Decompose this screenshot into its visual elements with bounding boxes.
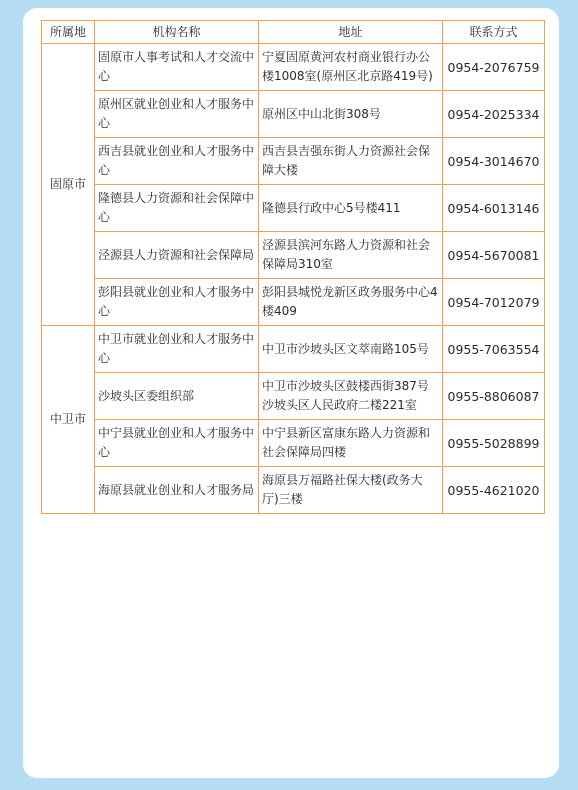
address: 中宁县新区富康东路人力资源和社会保障局四楼 <box>259 420 443 467</box>
table-row <box>42 185 545 232</box>
address: 宁夏固原黄河农村商业银行办公楼1008室(原州区北京路419号) <box>259 44 443 91</box>
table-row <box>42 44 545 91</box>
table-row <box>42 420 545 467</box>
table-row <box>42 373 545 420</box>
phone-number: 0954-2025334 <box>443 91 545 138</box>
region-cell: 固原市 <box>42 44 95 326</box>
address: 西吉县吉强东街人力资源社会保障大楼 <box>259 138 443 185</box>
phone-number: 0955-7063554 <box>443 326 545 373</box>
table-row <box>42 232 545 279</box>
header-address: 地址 <box>259 21 443 44</box>
address: 彭阳县城悦龙新区政务服务中心4楼409 <box>259 279 443 326</box>
phone-number: 0955-5028899 <box>443 420 545 467</box>
address: 泾源县滨河东路人力资源和社会保障局310室 <box>259 232 443 279</box>
address: 原州区中山北街308号 <box>259 91 443 138</box>
phone-number: 0954-3014670 <box>443 138 545 185</box>
phone-number: 0955-4621020 <box>443 467 545 514</box>
institution-name: 海原县就业创业和人才服务局 <box>95 467 259 514</box>
table-row <box>42 279 545 326</box>
region-cell: 中卫市 <box>42 326 95 514</box>
phone-number: 0954-7012079 <box>443 279 545 326</box>
address: 海原县万福路社保大楼(政务大厅)三楼 <box>259 467 443 514</box>
institution-name: 固原市人事考试和人才交流中心 <box>95 44 259 91</box>
address: 中卫市沙坡头区文萃南路105号 <box>259 326 443 373</box>
phone-number: 0954-6013146 <box>443 185 545 232</box>
institution-name: 西吉县就业创业和人才服务中心 <box>95 138 259 185</box>
institution-name: 中宁县就业创业和人才服务中心 <box>95 420 259 467</box>
content-card <box>23 8 559 778</box>
table-row <box>42 467 545 514</box>
phone-number: 0954-5670081 <box>443 232 545 279</box>
institution-name: 中卫市就业创业和人才服务中心 <box>95 326 259 373</box>
institution-name: 隆德县人力资源和社会保障中心 <box>95 185 259 232</box>
table-header-row <box>42 21 545 44</box>
address: 隆德县行政中心5号楼411 <box>259 185 443 232</box>
institution-name: 泾源县人力资源和社会保障局 <box>95 232 259 279</box>
institution-name: 彭阳县就业创业和人才服务中心 <box>95 279 259 326</box>
office-directory-table <box>41 20 545 514</box>
phone-number: 0954-2076759 <box>443 44 545 91</box>
table-row <box>42 326 545 373</box>
header-region: 所属地 <box>42 21 95 44</box>
header-institution-name: 机构名称 <box>95 21 259 44</box>
institution-name: 原州区就业创业和人才服务中心 <box>95 91 259 138</box>
institution-name: 沙坡头区委组织部 <box>95 373 259 420</box>
table-row <box>42 91 545 138</box>
header-contact: 联系方式 <box>443 21 545 44</box>
table-row <box>42 138 545 185</box>
phone-number: 0955-8806087 <box>443 373 545 420</box>
address: 中卫市沙坡头区鼓楼西街387号沙坡头区人民政府二楼221室 <box>259 373 443 420</box>
